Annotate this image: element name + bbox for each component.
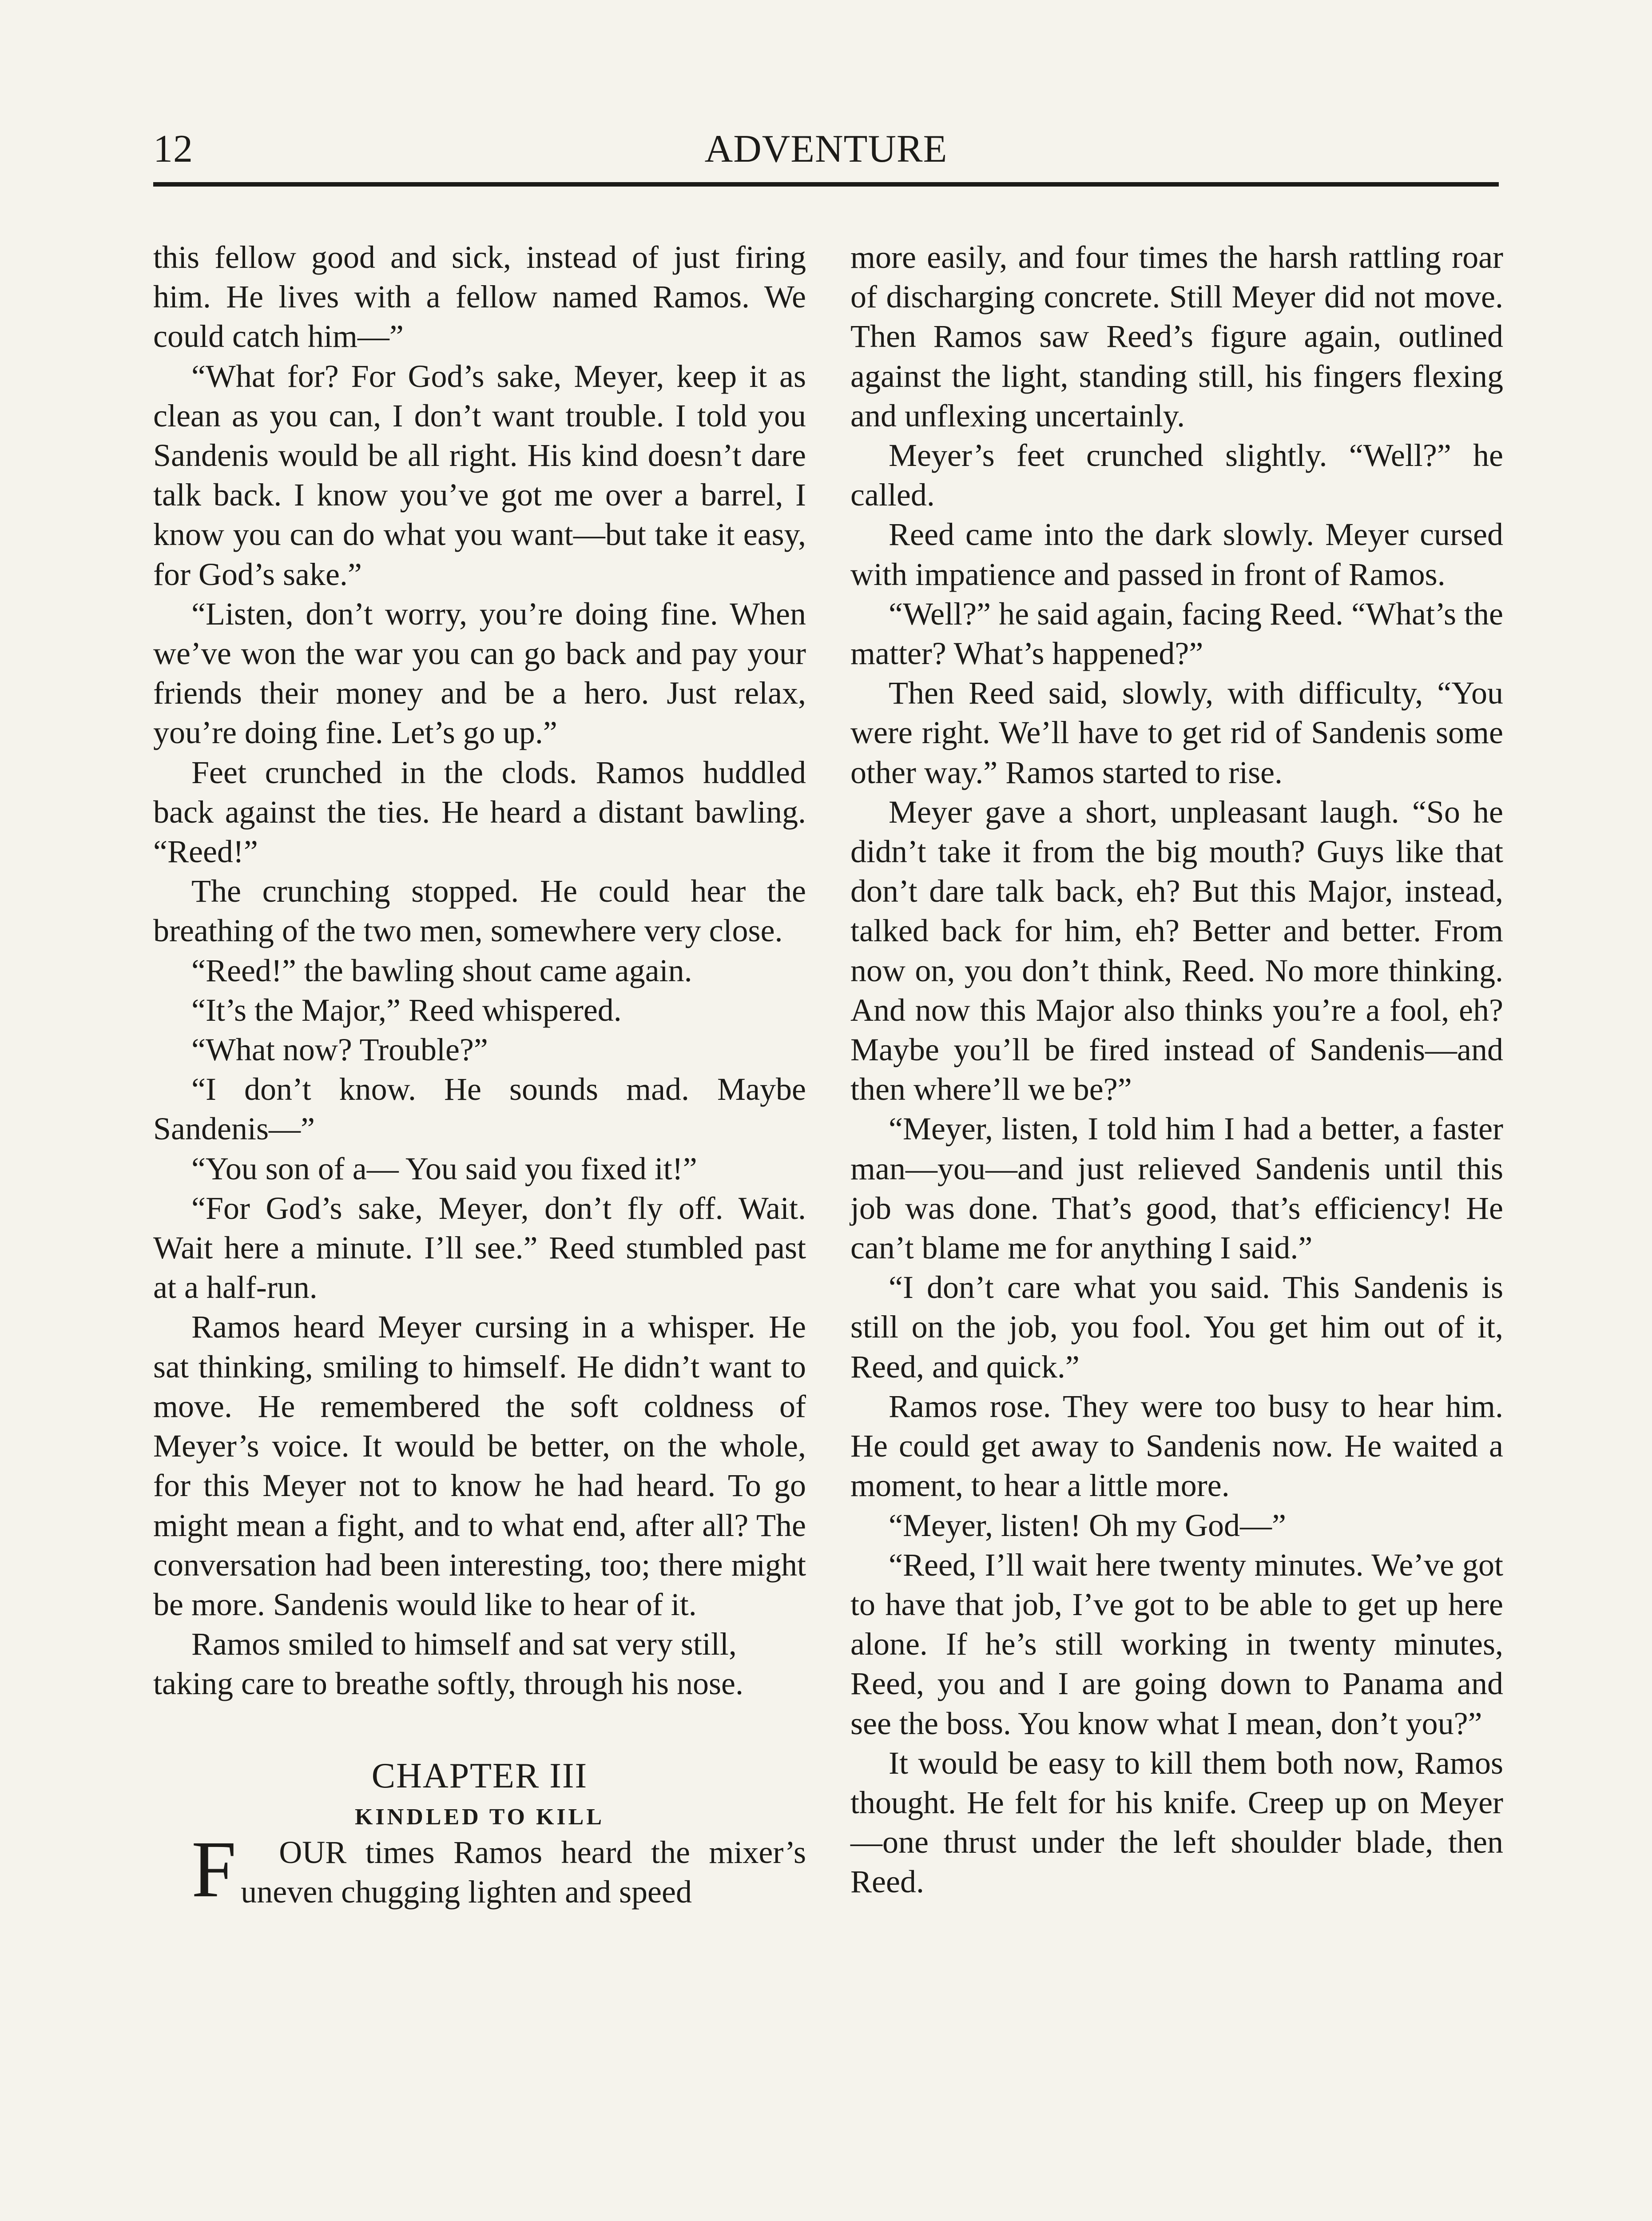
page-number: 12	[153, 127, 193, 171]
magazine-title: ADVENTURE	[704, 127, 948, 171]
paragraph: Ramos rose. They were too busy to hear him. He could get away to Sandenis now. He waited a moment, to hear a little more.	[850, 1388, 1503, 1504]
paragraph: “What for? For God’s sake, Meyer, keep it as clean as you can, I don’t want trouble. I told you Sandenis would be all right. His kind doesn’t dare talk back. I know you’ve got me over a barrel, I know you can do what you want—but take it easy, for God’s sake.”	[153, 358, 806, 592]
paragraph: “For God’s sake, Meyer, don’t fly off. Wait. Wait here a minute. I’ll see.” Reed stumbled past at a half-run.	[153, 1190, 806, 1306]
paragraph: “Well?” he said again, facing Reed. “What’s the matter? What’s happened?”	[850, 596, 1503, 672]
paragraph: It would be easy to kill them both now, Ramos thought. He felt for his knife. Creep up on Meyer—one thrust under the left shoulder blade, then Reed.	[850, 1745, 1503, 1900]
paragraph: “I don’t know. He sounds mad. Maybe Sandenis—”	[153, 1071, 806, 1147]
paragraph: “Reed!” the bawling shout came again.	[191, 952, 692, 988]
paragraph: Meyer gave a short, unpleasant laugh. “So he didn’t take it from the big mouth? Guys like that don’t dare talk back, eh? But this Major, instead, talked back for him, eh? Better and better. From now on, you don’t think, Reed. No more thinking. And now this Major also thinks you’re a fool, eh? Maybe you’ll be fired instead of Sandenis—and then where’ll we be?”	[850, 794, 1503, 1107]
paragraph: “What now? Trouble?”	[191, 1032, 488, 1068]
paragraph: “Meyer, listen, I told him I had a better, a faster man—you—and just relieved Sandenis until this job was done. That’s good, that’s efficiency! He can’t blame me for anything I said.”	[850, 1111, 1503, 1266]
left-column	[153, 238, 806, 1912]
paragraph: Ramos smiled to himself and sat very still, taking care to breathe softly, through his nose.	[153, 1626, 743, 1702]
paragraph: Ramos heard Meyer cursing in a whisper. He sat thinking, smiling to himself. He didn’t want to move. He remembered the soft coldness of Meyer’s voice. It would be better, on the whole, for this Meyer not to know he had heard. To go might mean a fight, and to what end, after all? The conversation had been interesting, too; there might be more. Sandenis would like to hear of it.	[153, 1309, 806, 1622]
paragraph: Reed came into the dark slowly. Meyer cursed with impatience and passed in front of Ramos.	[850, 517, 1503, 592]
drop-cap: F	[191, 1824, 237, 1914]
header-rule	[153, 182, 1499, 187]
paragraph: Meyer’s feet crunched slightly. “Well?” he called.	[850, 438, 1503, 513]
chapter-subtitle: KINDLED TO KILL	[354, 1804, 604, 1830]
paragraph: The crunching stopped. He could hear the breathing of the two men, somewhere very close.	[153, 873, 806, 949]
paragraph: more easily, and four times the harsh rattling roar of discharging concrete. Still Meyer did not move. Then Ramos saw Reed’s figure again, outlined against the light, standing still, his fingers flexing and unflexing uncertainly.	[850, 239, 1503, 434]
paragraph: “Reed, I’ll wait here twenty minutes. We’ve got to have that job, I’ve got to be able to get up here alone. If he’s still working in twenty minutes, Reed, you and I are going down to Panama and see the boss. You know what I mean, don’t you?”	[850, 1547, 1503, 1741]
chapter-title: CHAPTER III	[371, 1756, 588, 1795]
paragraph: Then Reed said, slowly, with difficulty, “You were right. We’ll have to get rid of Sandenis some other way.” Ramos started to rise.	[850, 675, 1503, 790]
page-header	[153, 127, 1499, 175]
paragraph: “Listen, don’t worry, you’re doing fine. When we’ve won the war you can go back and pay your friends their money and be a hero. Just relax, you’re doing fine. Let’s go up.”	[153, 596, 806, 751]
paragraph: “You son of a— You said you fixed it!”	[191, 1150, 697, 1186]
paragraph: Feet crunched in the clods. Ramos huddled back against the ties. He heard a distant bawling. “Reed!”	[153, 754, 806, 870]
opening-text: OUR times Ramos heard the mixer’s uneven chugging lighten and speed	[241, 1834, 806, 1910]
paragraph: “I don’t care what you said. This Sandenis is still on the job, you fool. You get him out of it, Reed, and quick.”	[850, 1270, 1503, 1385]
paragraph: “Meyer, listen! Oh my God—”	[889, 1507, 1286, 1543]
chapter-opening-paragraph	[153, 1824, 806, 1914]
right-column	[850, 238, 1503, 1902]
paragraph: “It’s the Major,” Reed whispered.	[191, 992, 622, 1028]
paragraph: this fellow good and sick, instead of just firing him. He lives with a fellow named Ramos. We could catch him—”	[153, 239, 806, 354]
